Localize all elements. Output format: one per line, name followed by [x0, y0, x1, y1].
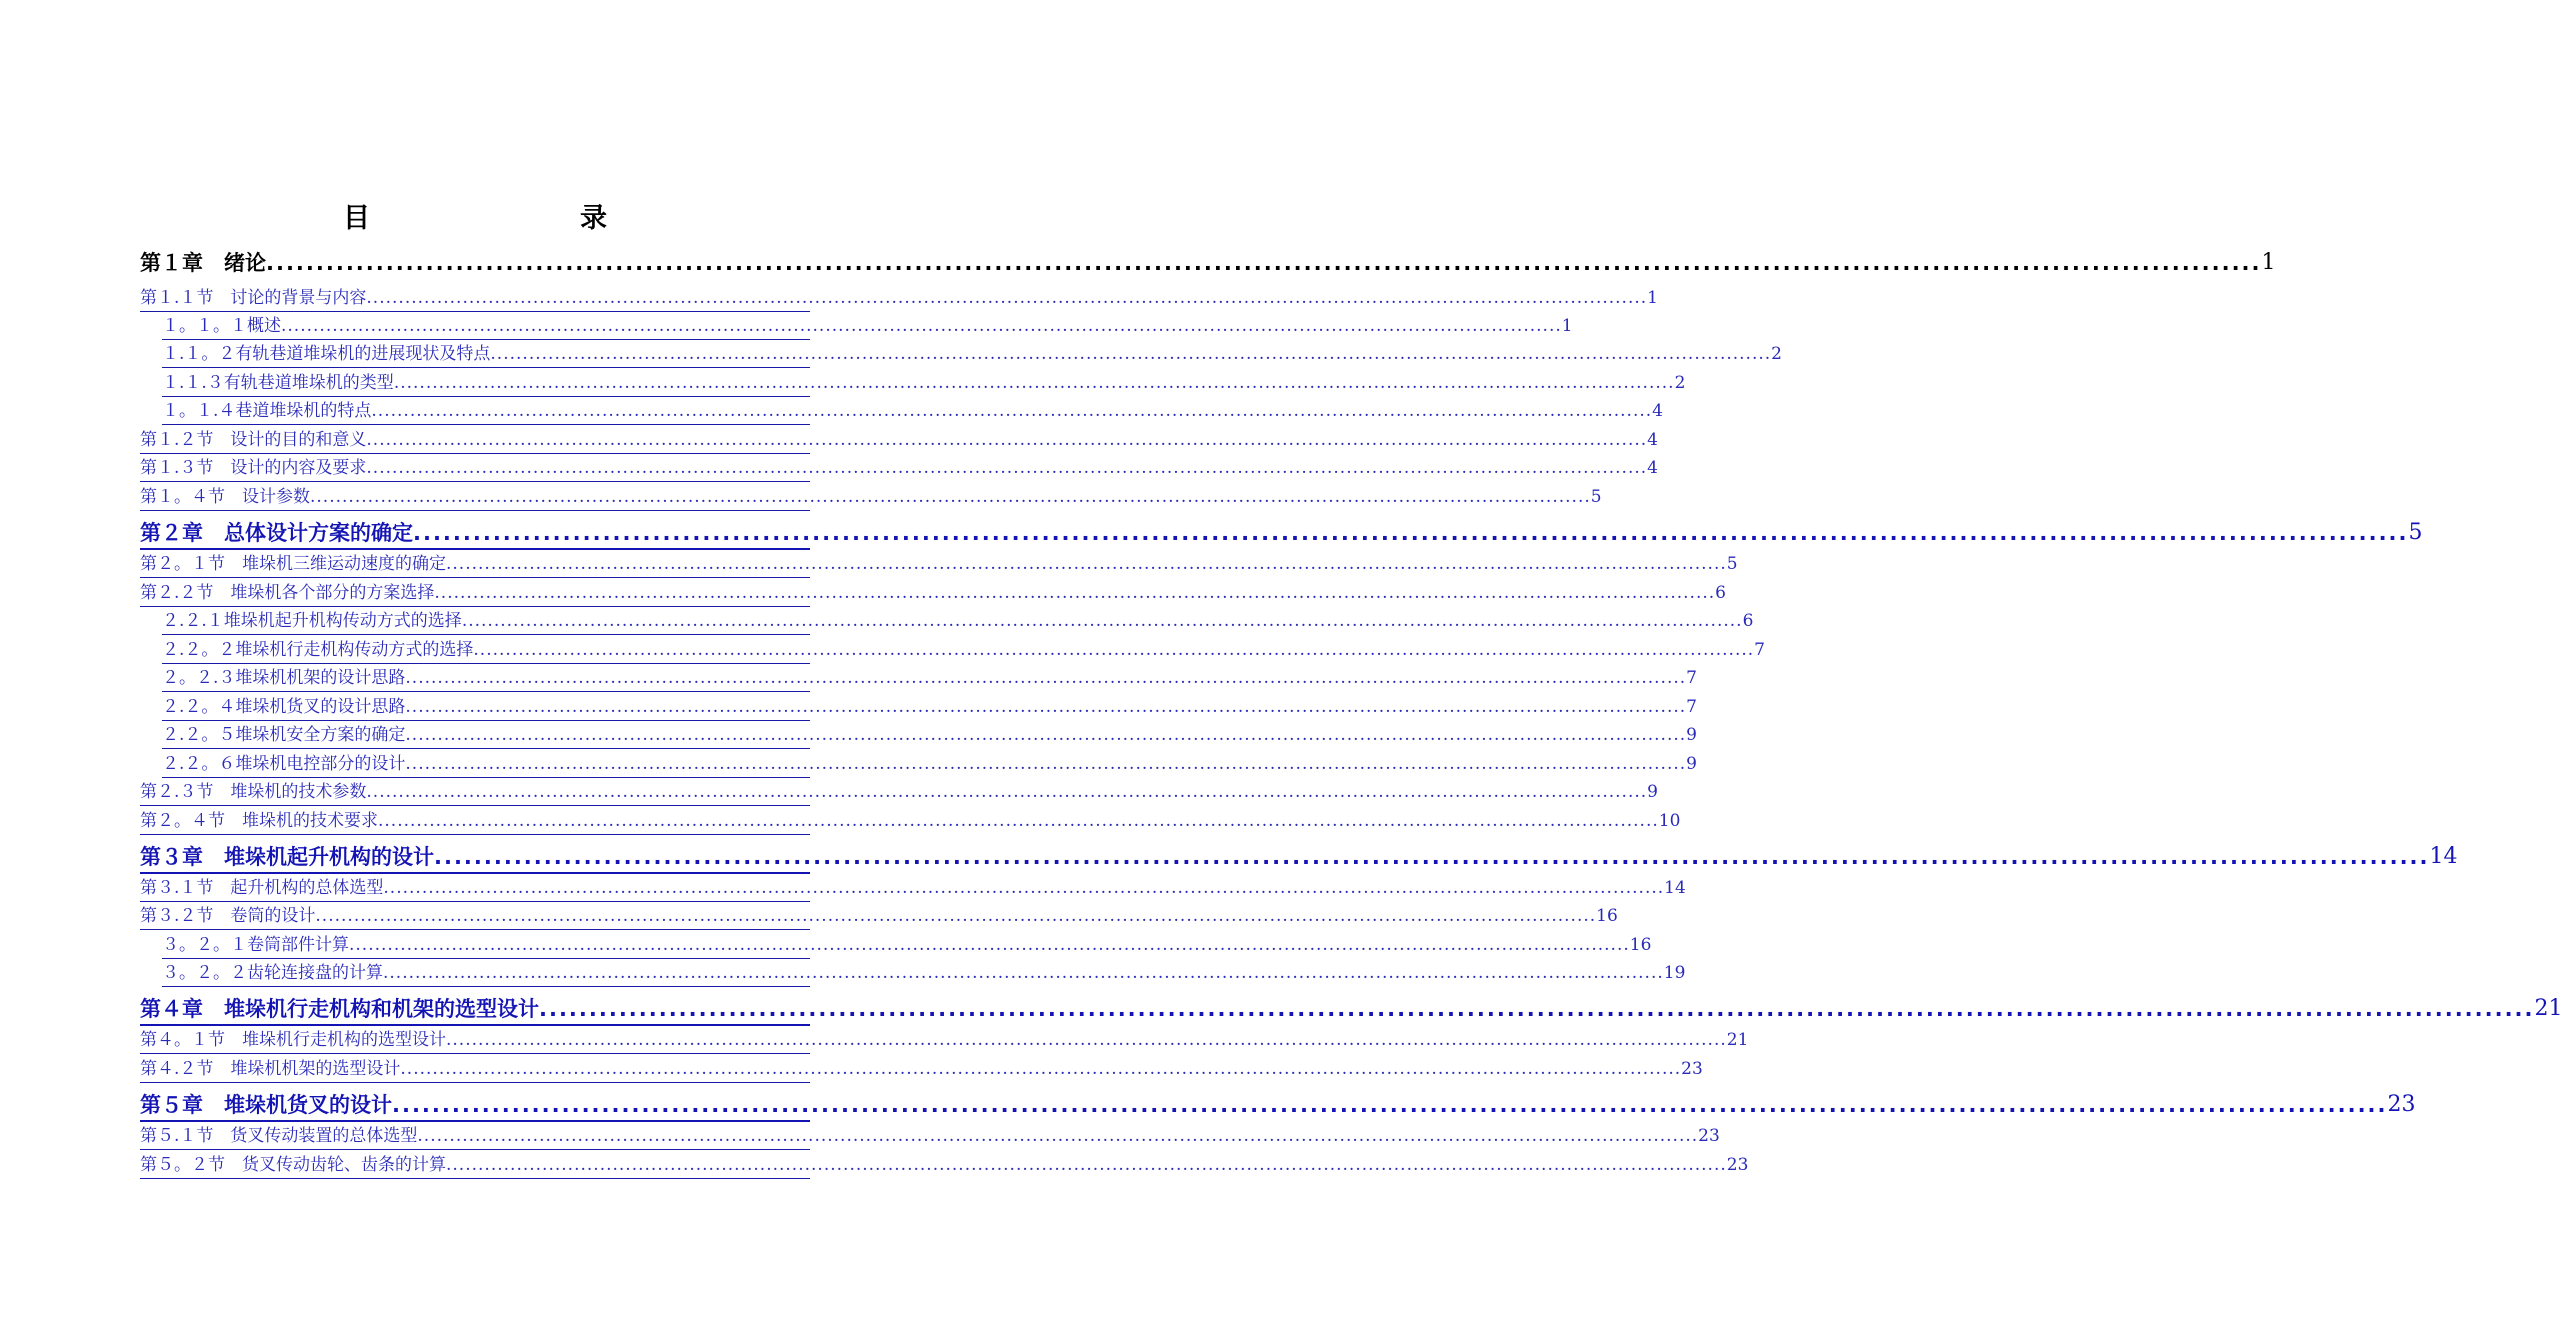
toc-page-number: 23 — [1698, 1126, 1720, 1146]
toc-entry-label: 第３.２节 卷筒的设计 — [140, 906, 316, 926]
toc-entry-label: 第１.２节 设计的目的和意义 — [140, 430, 367, 450]
toc-page-number: 4 — [1647, 430, 1658, 450]
toc-chapter-entry[interactable] — [140, 248, 2276, 279]
toc-dot-leader: ........................................................................................................................................................................................................ — [490, 344, 1772, 364]
toc-page-number: 1 — [2261, 250, 2276, 275]
toc-subsection-entry[interactable] — [162, 723, 1697, 749]
toc-entry-label: ３。２。２齿轮连接盘的计算 — [162, 963, 383, 983]
toc-page-number: 1 — [1561, 316, 1573, 336]
toc-title: 目 录 — [343, 203, 659, 234]
toc-page-number: 21 — [1726, 1030, 1749, 1050]
toc-dot-leader: ........................................................................................................................................................................................................ — [366, 782, 1648, 802]
toc-entry-label: 第２.２节 堆垛机各个部分的方案选择 — [140, 583, 435, 603]
toc-subsection-entry[interactable] — [162, 399, 1663, 425]
toc-section-entry[interactable] — [140, 876, 1686, 902]
toc-page-number: 5 — [1726, 554, 1738, 574]
toc-page-number: 4 — [1647, 458, 1658, 478]
toc-page-number: 6 — [1742, 611, 1754, 631]
toc-page-number: 19 — [1663, 963, 1686, 983]
toc-dot-leader: ........................................................................................................................................................................................................ — [392, 1093, 2388, 1117]
toc-dot-leader: ........................................................................................................................................................................................................ — [405, 697, 1687, 717]
toc-entry-label: ２.２。５堆垛机安全方案的确定 — [162, 725, 406, 745]
toc-section-entry[interactable] — [140, 485, 1602, 511]
toc-entry-label: ２.２.１堆垛机起升机构传动方式的选择 — [162, 611, 462, 631]
toc-section-entry[interactable] — [140, 1153, 1749, 1179]
toc-dot-leader: ........................................................................................................................................................................................................ — [393, 373, 1675, 393]
toc-dot-leader: ........................................................................................................................................................................................................ — [310, 487, 1591, 507]
toc-entry-label: 第５.１节 货叉传动装置的总体选型 — [140, 1126, 418, 1146]
toc-entry-label: 第２章 总体设计方案的确定 — [140, 521, 413, 545]
toc-dot-leader: ........................................................................................................................................................................................................ — [539, 997, 2535, 1021]
toc-dot-leader: ........................................................................................................................................................................................................ — [405, 668, 1687, 688]
toc-dot-leader: ........................................................................................................................................................................................................ — [400, 1059, 1682, 1079]
toc-page-number: 23 — [2387, 1092, 2416, 1117]
toc-dot-leader: ........................................................................................................................................................................................................ — [266, 251, 2262, 275]
toc-entry-label: 第２。１节 堆垛机三维运动速度的确定 — [140, 554, 446, 574]
toc-page-number: 1 — [1647, 288, 1658, 308]
toc-entry-label: 第３章 堆垛机起升机构的设计 — [140, 845, 434, 869]
toc-page-number: 16 — [1629, 935, 1652, 955]
toc-chapter-entry[interactable] — [140, 842, 2458, 874]
toc-entry-label: 第１章 绪论 — [140, 251, 266, 275]
toc-entry-label: 第５。２节 货叉传动齿轮、齿条的计算 — [140, 1155, 446, 1175]
toc-page-number: 5 — [1590, 487, 1602, 507]
toc-dot-leader: ........................................................................................................................................................................................................ — [366, 430, 1648, 450]
toc-entry-label: 第４章 堆垛机行走机构和机架的选型设计 — [140, 997, 539, 1021]
toc-entry-label: 第４.２节 堆垛机机架的选型设计 — [140, 1059, 401, 1079]
toc-page-number: 7 — [1686, 668, 1697, 688]
toc-entry-label: ２.２。６堆垛机电控部分的设计 — [162, 754, 406, 774]
toc-subsection-entry[interactable] — [162, 961, 1686, 987]
toc-dot-leader: ........................................................................................................................................................................................................ — [366, 288, 1648, 308]
toc-page-number: 21 — [2534, 996, 2563, 1021]
toc-entry-label: ３。２。１卷筒部件计算 — [162, 935, 349, 955]
toc-section-entry[interactable] — [140, 809, 1681, 835]
toc-page-number: 9 — [1686, 725, 1697, 745]
toc-entry-label: ２.２。４堆垛机货叉的设计思路 — [162, 697, 406, 717]
toc-page-number: 9 — [1647, 782, 1658, 802]
toc-subsection-entry[interactable] — [162, 666, 1697, 692]
toc-dot-leader: ........................................................................................................................................................................................................ — [405, 725, 1687, 745]
toc-dot-leader: ........................................................................................................................................................................................................ — [413, 521, 2409, 545]
toc-entry-label: １.１。２有轨巷道堆垛机的进展现状及特点 — [162, 344, 491, 364]
toc-page-number: 10 — [1658, 811, 1681, 831]
toc-subsection-entry[interactable] — [162, 752, 1697, 778]
toc-entry-label: １.１.３有轨巷道堆垛机的类型 — [162, 373, 394, 393]
toc-page-number: 9 — [1686, 754, 1697, 774]
toc-dot-leader: ........................................................................................................................................................................................................ — [378, 811, 1659, 831]
toc-entry-label: １。１.４巷道堆垛机的特点 — [162, 401, 372, 421]
toc-chapter-entry[interactable] — [140, 1090, 2416, 1122]
toc-section-entry[interactable] — [140, 780, 1658, 806]
toc-entry-label: 第１.３节 设计的内容及要求 — [140, 458, 367, 478]
toc-dot-leader: ........................................................................................................................................................................................................ — [371, 401, 1653, 421]
toc-subsection-entry[interactable] — [162, 695, 1697, 721]
toc-dot-leader: ........................................................................................................................................................................................................ — [405, 754, 1687, 774]
toc-subsection-entry[interactable] — [162, 638, 1765, 664]
toc-section-entry[interactable] — [140, 904, 1618, 930]
toc-page-number: 6 — [1715, 583, 1726, 603]
toc-section-entry[interactable] — [140, 1028, 1749, 1054]
toc-section-entry[interactable] — [140, 456, 1658, 482]
toc-dot-leader: ........................................................................................................................................................................................................ — [446, 1155, 1727, 1175]
toc-entry-label: ２。２.３堆垛机机架的设计思路 — [162, 668, 406, 688]
toc-subsection-entry[interactable] — [162, 933, 1652, 959]
toc-entry-label: 第５章 堆垛机货叉的设计 — [140, 1093, 392, 1117]
toc-page-number: 5 — [2408, 520, 2423, 545]
toc-dot-leader: ........................................................................................................................................................................................................ — [461, 611, 1743, 631]
toc-entry-label: 第３.１节 起升机构的总体选型 — [140, 878, 384, 898]
toc-page-number: 7 — [1754, 640, 1765, 660]
toc-subsection-entry[interactable] — [162, 609, 1754, 635]
toc-section-entry[interactable] — [140, 286, 1658, 312]
toc-dot-leader: ........................................................................................................................................................................................................ — [281, 316, 1562, 336]
toc-page-number: 23 — [1681, 1059, 1703, 1079]
toc-section-entry[interactable] — [140, 1124, 1720, 1150]
toc-dot-leader: ........................................................................................................................................................................................................ — [434, 845, 2430, 869]
toc-subsection-entry[interactable] — [162, 371, 1686, 397]
toc-entry-label: 第１。４节 设计参数 — [140, 487, 310, 507]
toc-dot-leader: ........................................................................................................................................................................................................ — [446, 554, 1727, 574]
toc-page-number: 4 — [1652, 401, 1663, 421]
toc-page-number: 7 — [1686, 697, 1697, 717]
toc-entry-label: 第２.３节 堆垛机的技术参数 — [140, 782, 367, 802]
toc-dot-leader: ........................................................................................................................................................................................................ — [473, 640, 1755, 660]
toc-section-entry[interactable] — [140, 552, 1738, 578]
toc-page-number: 2 — [1674, 373, 1686, 393]
toc-page-number: 14 — [1664, 878, 1686, 898]
toc-dot-leader: ........................................................................................................................................................................................................ — [434, 583, 1716, 603]
toc-subsection-entry[interactable] — [162, 342, 1782, 368]
toc-dot-leader: ........................................................................................................................................................................................................ — [383, 878, 1665, 898]
toc-section-entry[interactable] — [140, 581, 1726, 607]
toc-entry-label: １。１。１概述 — [162, 316, 281, 336]
toc-page-number: 16 — [1596, 906, 1618, 926]
toc-entry-label: 第４。１节 堆垛机行走机构的选型设计 — [140, 1030, 446, 1050]
toc-subsection-entry[interactable] — [162, 314, 1573, 340]
toc-chapter-entry[interactable] — [140, 994, 2563, 1026]
toc-dot-leader: ........................................................................................................................................................................................................ — [349, 935, 1630, 955]
toc-section-entry[interactable] — [140, 428, 1658, 454]
toc-dot-leader: ........................................................................................................................................................................................................ — [417, 1126, 1699, 1146]
toc-entry-label: 第２。４节 堆垛机的技术要求 — [140, 811, 378, 831]
toc-entry-label: ２.２。２堆垛机行走机构传动方式的选择 — [162, 640, 474, 660]
toc-entry-label: 第１.１节 讨论的背景与内容 — [140, 288, 367, 308]
toc-dot-leader: ........................................................................................................................................................................................................ — [383, 963, 1664, 983]
toc-page-number: 14 — [2429, 844, 2458, 869]
toc-section-entry[interactable] — [140, 1057, 1703, 1083]
toc-dot-leader: ........................................................................................................................................................................................................ — [315, 906, 1597, 926]
toc-page-number: 2 — [1771, 344, 1782, 364]
toc-page-number: 23 — [1726, 1155, 1749, 1175]
toc-dot-leader: ........................................................................................................................................................................................................ — [366, 458, 1648, 478]
toc-dot-leader: ........................................................................................................................................................................................................ — [446, 1030, 1727, 1050]
toc-chapter-entry[interactable] — [140, 518, 2423, 550]
